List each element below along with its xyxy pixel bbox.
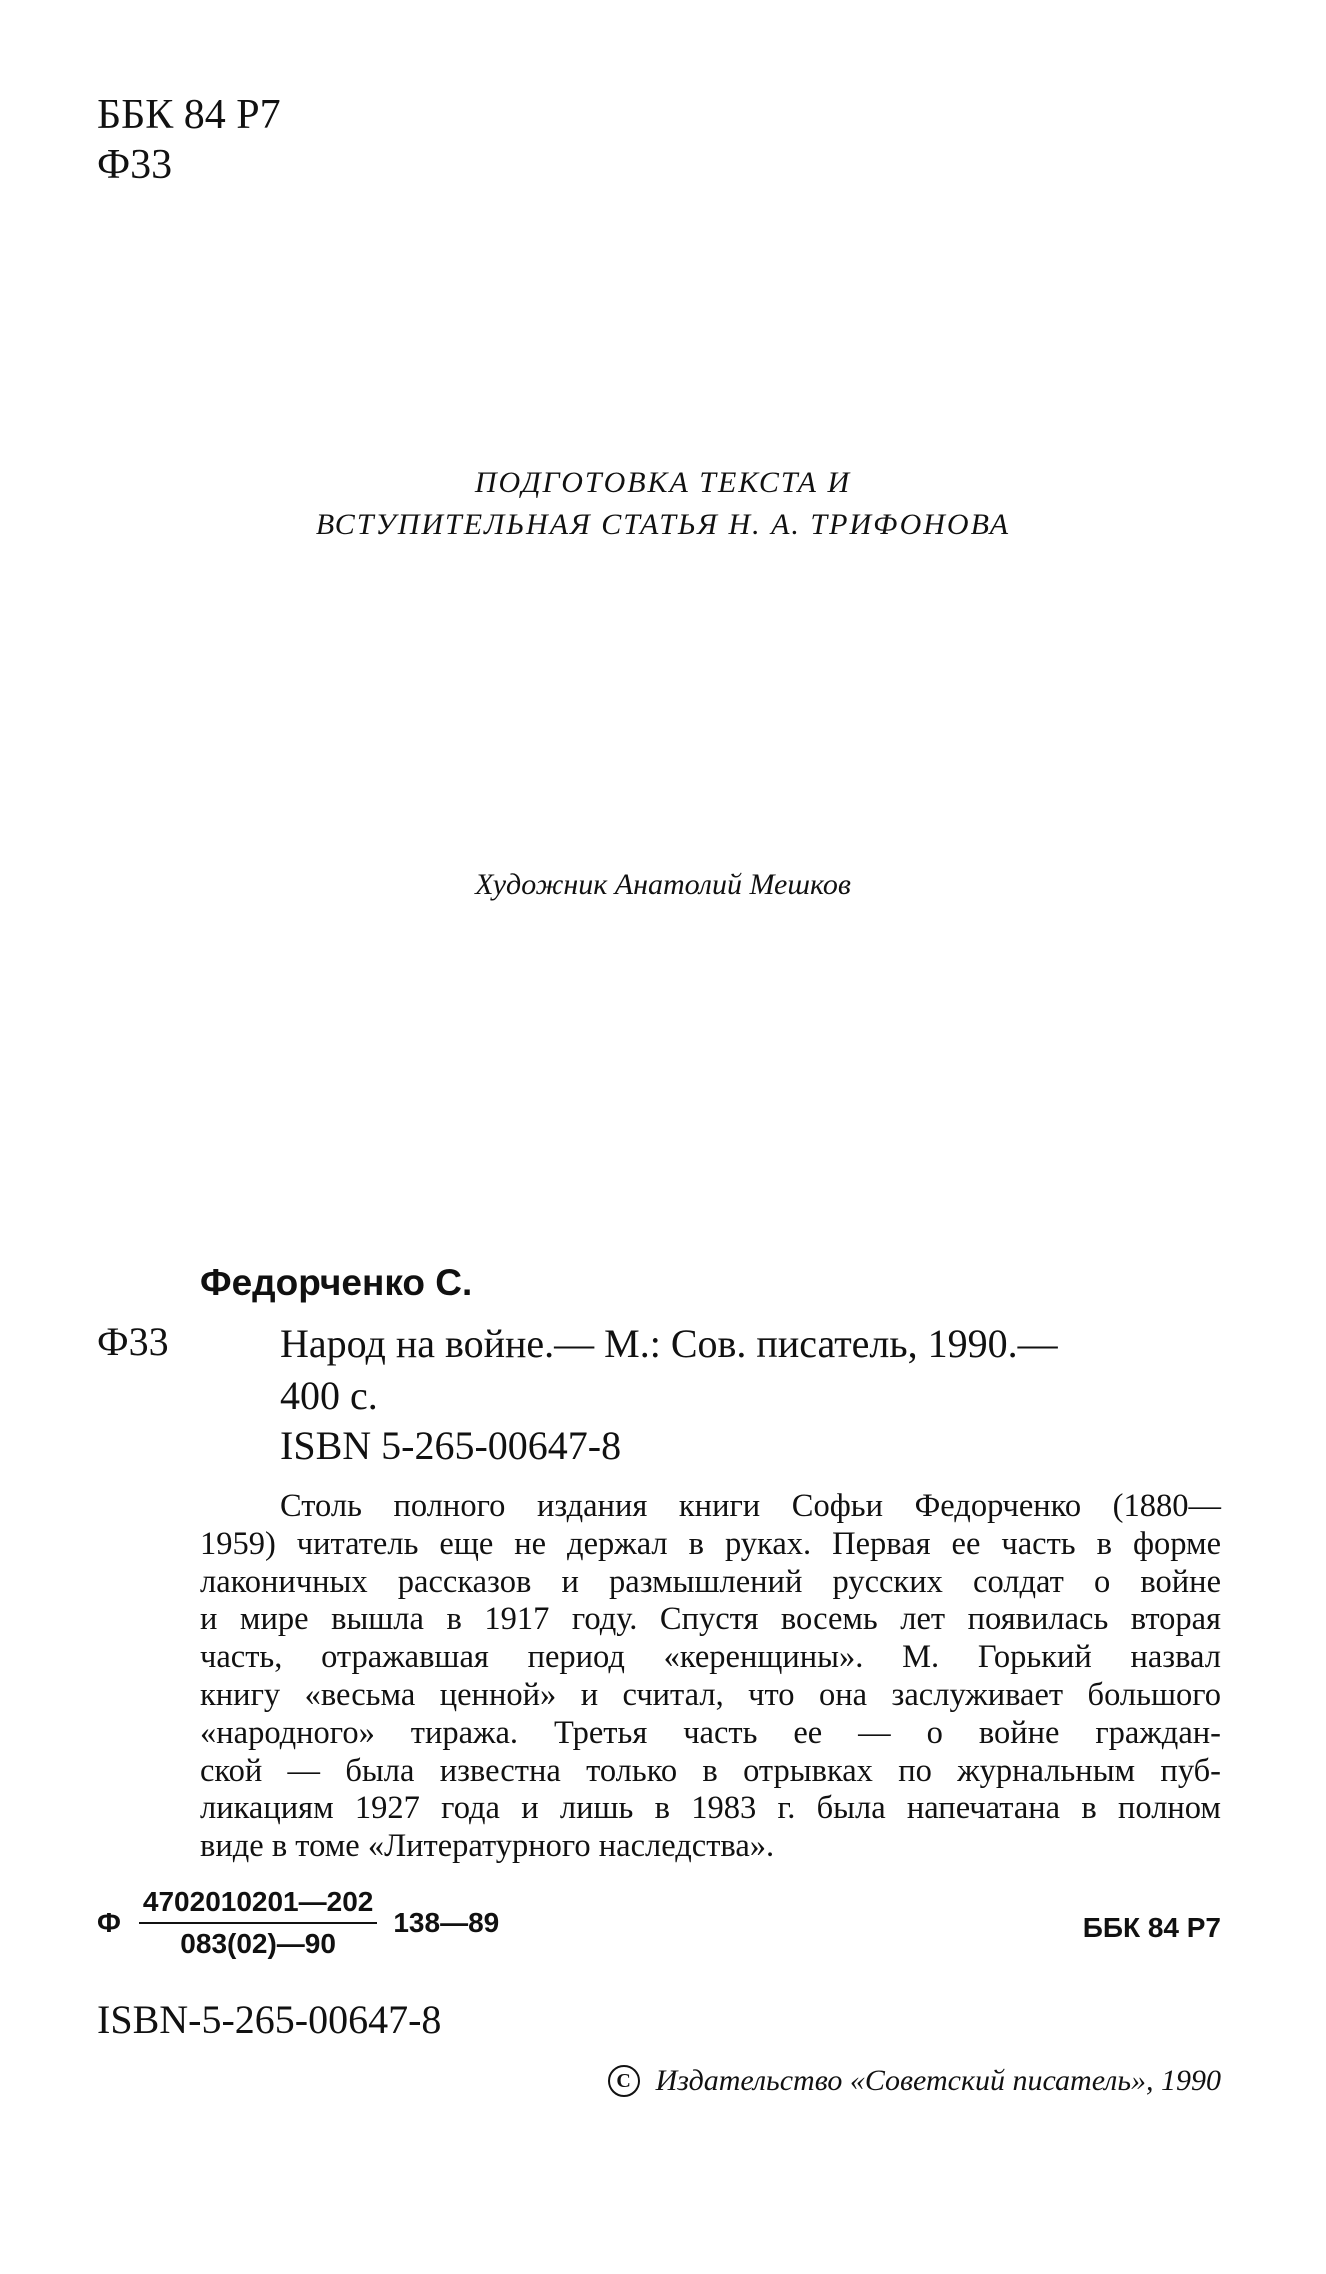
annotation-line: Столь полного издания книги Софьи Федорченко (1880— (280, 1488, 1221, 1524)
copyright-line (608, 2064, 1221, 2098)
catalog-author: Федорченко С. (200, 1262, 473, 1303)
credit-line-2: ВСТУПИТЕЛЬНАЯ СТАТЬЯ Н. А. ТРИФОНОВА (315, 508, 1011, 541)
annotation-line: ской — была известна только в отрывках по журнальным пуб- (200, 1752, 1221, 1789)
f-letter: Ф (97, 1907, 121, 1938)
author-mark: Ф33 (97, 142, 173, 188)
credit-line-1: ПОДГОТОВКА ТЕКСТА И (474, 466, 852, 499)
bbk-header (97, 90, 281, 190)
catalog-isbn: ISBN 5-265-00647-8 (280, 1423, 622, 1468)
catalog-index (97, 1886, 499, 1960)
annotation-line: ликациям 1927 года и лишь в 1983 г. была напечатана в полном (200, 1790, 1221, 1827)
annotation-line: лаконичных рассказов и размышлений русских солдат о войне (200, 1563, 1221, 1600)
catalog-mark: Ф33 (97, 1319, 169, 1364)
fraction-numerator: 4702010201—202 (139, 1886, 377, 1924)
annotation-line: книгу «весьма ценной» и считал, что она заслуживает большого (200, 1676, 1221, 1713)
annotation-line: «народного» тиража. Третья часть ее — о войне граждан- (200, 1714, 1221, 1751)
annotation-line: 1959) читатель еще не держал в руках. Первая ее часть в форме (200, 1525, 1221, 1562)
annotation (200, 1488, 1221, 1866)
artist-credit: Художник Анатолий Мешков (475, 868, 851, 901)
annotation-line: и мире вышла в 1917 году. Спустя восемь лет появилась вторая (200, 1601, 1221, 1638)
copyright-text: Издательство «Советский писатель», 1990 (655, 2064, 1221, 2097)
annotation-line: часть, отражавшая период «керенщины». М. Горький назвал (200, 1639, 1221, 1676)
order-number: 138—89 (393, 1907, 500, 1938)
bbk-code: ББК 84 Р7 (97, 92, 281, 138)
biblio-line-2: 400 с. (280, 1373, 378, 1418)
fraction-denominator: 083(02)—90 (180, 1928, 336, 1959)
biblio-line-1: Народ на войне.— М.: Сов. писатель, 1990.— (280, 1321, 1058, 1366)
bibliographic-description (280, 1318, 1058, 1422)
index-fraction (139, 1886, 377, 1960)
footer-isbn: ISBN-5-265-00647-8 (97, 1997, 442, 2042)
annotation-line: виде в томе «Литературного наследства». (200, 1828, 775, 1865)
bbk-footer: ББК 84 Р7 (1082, 1912, 1221, 1943)
copyright-icon: C (608, 2065, 640, 2097)
